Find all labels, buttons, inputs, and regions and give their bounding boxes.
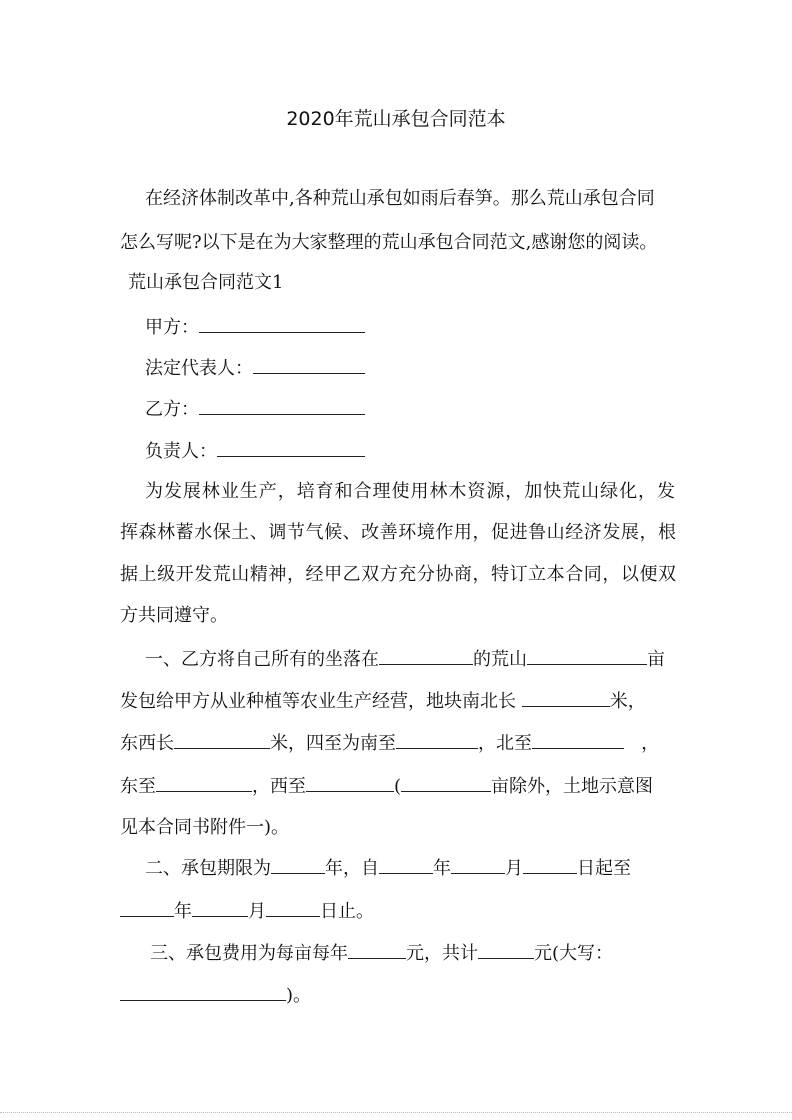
clause1-ew-length-blank[interactable]: [174, 732, 270, 749]
responsible-row: [145, 440, 365, 463]
legal-rep-row: [145, 357, 365, 380]
clause3-line-2: [120, 984, 311, 1007]
party-a-label: 甲方：: [145, 317, 199, 338]
purpose-line-4: 方共同遵守。: [120, 605, 228, 626]
clause2-end-month-blank[interactable]: [192, 900, 248, 917]
clause2-text-d: 月: [505, 858, 523, 879]
clause3-line-1: [150, 942, 613, 965]
clause3-amount-words-blank[interactable]: [120, 984, 286, 1001]
clause2-text-f: 年: [174, 901, 192, 922]
clause1-text-i: ，: [641, 733, 660, 754]
party-b-blank[interactable]: [199, 398, 365, 415]
clause1-line-5: 见本合同书附件一)。: [120, 817, 290, 838]
purpose-line-1: 为发展林业生产，培育和合理使用林木资源，加快荒山绿化，发: [145, 481, 675, 502]
party-b-row: [145, 398, 365, 421]
responsible-label: 负责人：: [145, 441, 217, 462]
clause2-text-b: 年，自: [325, 858, 379, 879]
clause2-line-2: [120, 900, 374, 923]
clause2-text-g: 月: [248, 901, 266, 922]
clause1-west-blank[interactable]: [306, 775, 394, 792]
clause1-east-blank[interactable]: [156, 775, 252, 792]
page-bottom-divider: [0, 1112, 792, 1113]
clause3-text-c: 元(大写：: [534, 943, 614, 964]
clause1-area-blank[interactable]: [527, 648, 647, 665]
clause3-total-blank[interactable]: [478, 942, 534, 959]
clause1-text-a: 一、乙方将自己所有的坐落在: [145, 649, 379, 670]
clause2-start-month-blank[interactable]: [451, 857, 505, 874]
clause1-text-e: 米，: [609, 691, 646, 712]
clause1-south-blank[interactable]: [396, 732, 478, 749]
purpose-line-2: 挥森林蓄水保土、调节气候、改善环境作用，促进鲁山经济发展，根: [120, 522, 676, 543]
clause1-text-k: ，西至: [252, 776, 306, 797]
clause1-text-d: 发包给甲方从业种植等农业生产经营，地块南北长: [120, 691, 516, 712]
purpose-line-3: 据上级开发荒山精神，经甲乙双方充分协商，特订立本合同，以便双: [120, 564, 676, 585]
clause1-text-h: ，北至: [478, 733, 532, 754]
clause2-end-day-blank[interactable]: [266, 900, 320, 917]
clause2-text-e: 日起至: [577, 858, 631, 879]
clause1-ns-length-blank[interactable]: [522, 690, 610, 707]
clause3-text-a: 三、承包费用为每亩每年: [150, 943, 348, 964]
clause1-text-m: 亩除外，土地示意图: [491, 776, 654, 797]
clause1-line-4: [120, 775, 653, 798]
clause2-line-1: [145, 857, 631, 880]
clause2-start-year-blank[interactable]: [379, 857, 433, 874]
intro-line-1: 在经济体制改革中,各种荒山承包如雨后春笋。那么荒山承包合同: [145, 188, 655, 209]
clause3-text-b: 元，共计: [406, 943, 478, 964]
clause2-text-c: 年: [433, 858, 451, 879]
clause1-text-l: (: [394, 776, 402, 797]
clause2-text-a: 二、承包期限为: [145, 858, 271, 879]
clause2-end-year-blank[interactable]: [120, 900, 174, 917]
clause1-line-2: [120, 690, 646, 713]
section-heading: 荒山承包合同范文1: [128, 272, 284, 293]
clause1-text-g: 米，四至为南至: [270, 733, 396, 754]
clause1-excluded-blank[interactable]: [401, 775, 491, 792]
party-a-row: [145, 316, 365, 339]
clause1-line-3: [120, 732, 659, 755]
party-a-blank[interactable]: [199, 316, 365, 333]
clause1-north-blank[interactable]: [532, 732, 624, 749]
legal-rep-label: 法定代表人：: [145, 358, 253, 379]
clause1-text-j: 东至: [120, 776, 156, 797]
clause2-text-h: 日止。: [320, 901, 374, 922]
clause1-text-b: 的荒山: [473, 649, 527, 670]
clause3-fee-per-mu-blank[interactable]: [348, 942, 406, 959]
page-title: 2020年荒山承包合同范本: [286, 108, 506, 130]
clause2-years-blank[interactable]: [271, 857, 325, 874]
party-b-label: 乙方：: [145, 399, 199, 420]
responsible-blank[interactable]: [217, 440, 365, 457]
clause1-text-f: 东西长: [120, 733, 174, 754]
clause1-line-1: [145, 648, 665, 671]
legal-rep-blank[interactable]: [253, 357, 365, 374]
clause1-text-c: 亩: [647, 649, 665, 670]
intro-line-2: 怎么写呢?以下是在为大家整理的荒山承包合同范文,感谢您的阅读。: [120, 232, 658, 253]
clause3-text-d: )。: [286, 985, 312, 1006]
clause1-location-blank[interactable]: [379, 648, 473, 665]
clause2-start-day-blank[interactable]: [523, 857, 577, 874]
